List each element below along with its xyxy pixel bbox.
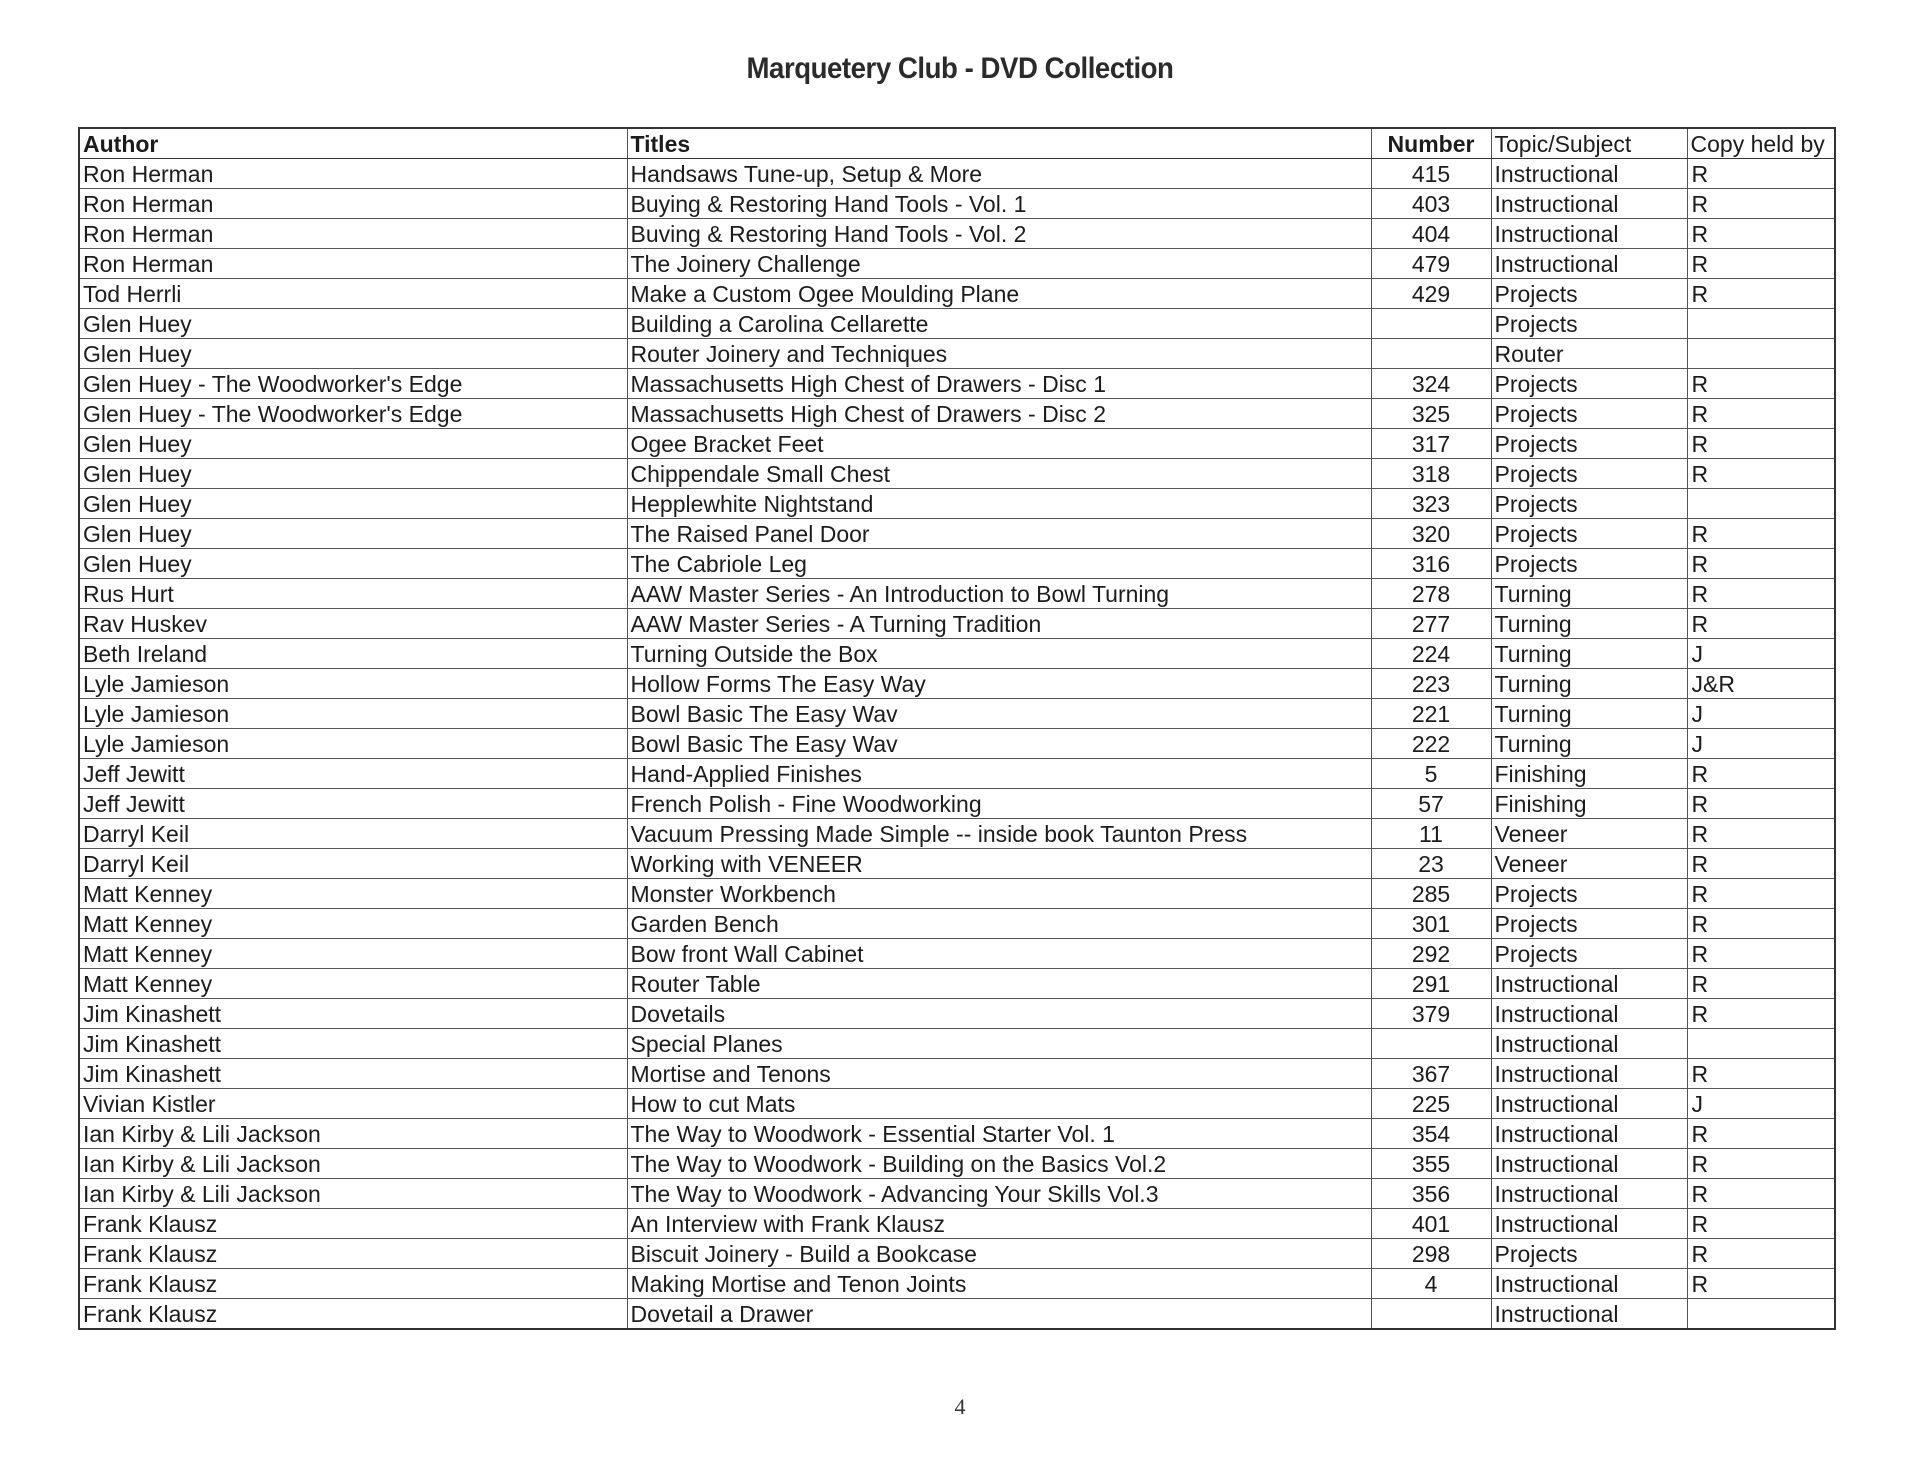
table-row: [79, 909, 1835, 939]
cell-author: Matt Kenney: [79, 909, 627, 939]
cell-title: Bowl Basic The Easy Wav: [627, 699, 1371, 729]
cell-number: 404: [1371, 219, 1491, 249]
cell-author: Ron Herman: [79, 249, 627, 279]
cell-copy-held-by: R: [1687, 459, 1835, 489]
cell-copy-held-by: R: [1687, 519, 1835, 549]
cell-title: Making Mortise and Tenon Joints: [627, 1269, 1371, 1299]
dvd-collection-table: [78, 127, 1836, 1330]
cell-author: Darryl Keil: [79, 849, 627, 879]
cell-topic: Instructional: [1491, 159, 1687, 189]
cell-number: 301: [1371, 909, 1491, 939]
cell-number: 224: [1371, 639, 1491, 669]
cell-author: Jeff Jewitt: [79, 789, 627, 819]
cell-author: Frank Klausz: [79, 1299, 627, 1330]
cell-title: Vacuum Pressing Made Simple -- inside book Taunton Press: [627, 819, 1371, 849]
cell-copy-held-by: R: [1687, 999, 1835, 1029]
table-row: [79, 249, 1835, 279]
cell-author: Ron Herman: [79, 159, 627, 189]
cell-topic: Instructional: [1491, 999, 1687, 1029]
cell-copy-held-by: R: [1687, 159, 1835, 189]
table-row: [79, 1029, 1835, 1059]
header-topic: Topic/Subject: [1491, 128, 1687, 159]
cell-title: AAW Master Series - A Turning Tradition: [627, 609, 1371, 639]
cell-author: Glen Huey: [79, 339, 627, 369]
cell-topic: Instructional: [1491, 1059, 1687, 1089]
cell-topic: Projects: [1491, 399, 1687, 429]
table-row: [79, 609, 1835, 639]
cell-author: Ron Herman: [79, 219, 627, 249]
cell-number: 223: [1371, 669, 1491, 699]
cell-title: Hepplewhite Nightstand: [627, 489, 1371, 519]
cell-author: Glen Huey - The Woodworker's Edge: [79, 369, 627, 399]
cell-number: 325: [1371, 399, 1491, 429]
cell-copy-held-by: R: [1687, 939, 1835, 969]
cell-number: 479: [1371, 249, 1491, 279]
cell-topic: Projects: [1491, 879, 1687, 909]
cell-title: The Joinery Challenge: [627, 249, 1371, 279]
cell-copy-held-by: J&R: [1687, 669, 1835, 699]
cell-author: Lyle Jamieson: [79, 669, 627, 699]
header-titles: Titles: [627, 128, 1371, 159]
cell-title: Hollow Forms The Easy Way: [627, 669, 1371, 699]
cell-number: 323: [1371, 489, 1491, 519]
cell-number: 291: [1371, 969, 1491, 999]
cell-copy-held-by: R: [1687, 819, 1835, 849]
cell-title: French Polish - Fine Woodworking: [627, 789, 1371, 819]
cell-number: 320: [1371, 519, 1491, 549]
cell-author: Beth Ireland: [79, 639, 627, 669]
cell-title: Router Table: [627, 969, 1371, 999]
cell-author: Jim Kinashett: [79, 999, 627, 1029]
cell-number: 354: [1371, 1119, 1491, 1149]
header-copy-held-by: Copy held by: [1687, 128, 1835, 159]
cell-topic: Veneer: [1491, 849, 1687, 879]
cell-author: Ron Herman: [79, 189, 627, 219]
table-row: [79, 219, 1835, 249]
cell-title: The Way to Woodwork - Building on the Basics Vol.2: [627, 1149, 1371, 1179]
cell-author: Glen Huey: [79, 519, 627, 549]
cell-author: Ian Kirby & Lili Jackson: [79, 1149, 627, 1179]
cell-number: 285: [1371, 879, 1491, 909]
cell-topic: Turning: [1491, 699, 1687, 729]
table-row: [79, 429, 1835, 459]
cell-copy-held-by: J: [1687, 639, 1835, 669]
cell-number: 4: [1371, 1269, 1491, 1299]
table-row: [79, 759, 1835, 789]
cell-title: Chippendale Small Chest: [627, 459, 1371, 489]
cell-topic: Instructional: [1491, 249, 1687, 279]
table-row: [79, 549, 1835, 579]
table-row: [79, 369, 1835, 399]
cell-copy-held-by: R: [1687, 429, 1835, 459]
cell-topic: Instructional: [1491, 1119, 1687, 1149]
cell-number: 5: [1371, 759, 1491, 789]
cell-topic: Projects: [1491, 1239, 1687, 1269]
cell-copy-held-by: J: [1687, 1089, 1835, 1119]
cell-topic: Projects: [1491, 489, 1687, 519]
cell-copy-held-by: R: [1687, 279, 1835, 309]
cell-copy-held-by: R: [1687, 759, 1835, 789]
cell-copy-held-by: R: [1687, 1269, 1835, 1299]
cell-topic: Projects: [1491, 459, 1687, 489]
table-row: [79, 159, 1835, 189]
cell-author: Lyle Jamieson: [79, 699, 627, 729]
table-row: [79, 1119, 1835, 1149]
cell-author: Vivian Kistler: [79, 1089, 627, 1119]
cell-title: Dovetails: [627, 999, 1371, 1029]
cell-number: 317: [1371, 429, 1491, 459]
cell-title: Massachusetts High Chest of Drawers - Disc 1: [627, 369, 1371, 399]
table-row: [79, 309, 1835, 339]
cell-author: Glen Huey: [79, 489, 627, 519]
table-row: [79, 1209, 1835, 1239]
cell-number: [1371, 309, 1491, 339]
cell-copy-held-by: R: [1687, 189, 1835, 219]
cell-topic: Instructional: [1491, 1299, 1687, 1330]
cell-number: 222: [1371, 729, 1491, 759]
table-row: [79, 1179, 1835, 1209]
cell-copy-held-by: R: [1687, 399, 1835, 429]
cell-author: Frank Klausz: [79, 1269, 627, 1299]
cell-title: Hand-Applied Finishes: [627, 759, 1371, 789]
cell-copy-held-by: R: [1687, 249, 1835, 279]
cell-number: 292: [1371, 939, 1491, 969]
cell-topic: Instructional: [1491, 1149, 1687, 1179]
cell-title: Mortise and Tenons: [627, 1059, 1371, 1089]
cell-number: 379: [1371, 999, 1491, 1029]
cell-title: Ogee Bracket Feet: [627, 429, 1371, 459]
cell-topic: Projects: [1491, 909, 1687, 939]
cell-author: Jim Kinashett: [79, 1029, 627, 1059]
cell-topic: Projects: [1491, 939, 1687, 969]
cell-title: Special Planes: [627, 1029, 1371, 1059]
cell-copy-held-by: J: [1687, 699, 1835, 729]
cell-topic: Turning: [1491, 729, 1687, 759]
cell-number: 221: [1371, 699, 1491, 729]
cell-number: 401: [1371, 1209, 1491, 1239]
cell-number: 367: [1371, 1059, 1491, 1089]
cell-title: Bow front Wall Cabinet: [627, 939, 1371, 969]
cell-copy-held-by: R: [1687, 849, 1835, 879]
cell-topic: Instructional: [1491, 1209, 1687, 1239]
table-header-row: [79, 128, 1835, 159]
cell-author: Lyle Jamieson: [79, 729, 627, 759]
cell-author: Ian Kirby & Lili Jackson: [79, 1179, 627, 1209]
cell-copy-held-by: R: [1687, 219, 1835, 249]
table-row: [79, 279, 1835, 309]
cell-title: Buying & Restoring Hand Tools - Vol. 1: [627, 189, 1371, 219]
cell-topic: Turning: [1491, 639, 1687, 669]
cell-topic: Projects: [1491, 429, 1687, 459]
table-row: [79, 729, 1835, 759]
cell-copy-held-by: [1687, 309, 1835, 339]
cell-title: AAW Master Series - An Introduction to Bowl Turning: [627, 579, 1371, 609]
cell-title: The Way to Woodwork - Essential Starter Vol. 1: [627, 1119, 1371, 1149]
cell-author: Glen Huey: [79, 429, 627, 459]
cell-copy-held-by: R: [1687, 909, 1835, 939]
table-row: [79, 189, 1835, 219]
cell-number: [1371, 1299, 1491, 1330]
cell-author: Ian Kirby & Lili Jackson: [79, 1119, 627, 1149]
cell-number: 11: [1371, 819, 1491, 849]
cell-number: 316: [1371, 549, 1491, 579]
cell-copy-held-by: J: [1687, 729, 1835, 759]
cell-topic: Turning: [1491, 579, 1687, 609]
cell-author: Jim Kinashett: [79, 1059, 627, 1089]
table-row: [79, 969, 1835, 999]
cell-number: 277: [1371, 609, 1491, 639]
cell-number: 57: [1371, 789, 1491, 819]
cell-number: 355: [1371, 1149, 1491, 1179]
table-row: [79, 639, 1835, 669]
table-row: [79, 999, 1835, 1029]
cell-topic: Projects: [1491, 309, 1687, 339]
table-row: [79, 1269, 1835, 1299]
cell-topic: Finishing: [1491, 789, 1687, 819]
cell-topic: Instructional: [1491, 969, 1687, 999]
cell-topic: Projects: [1491, 519, 1687, 549]
cell-number: [1371, 1029, 1491, 1059]
cell-author: Matt Kenney: [79, 969, 627, 999]
cell-copy-held-by: R: [1687, 1149, 1835, 1179]
cell-number: 225: [1371, 1089, 1491, 1119]
cell-topic: Router: [1491, 339, 1687, 369]
cell-title: Dovetail a Drawer: [627, 1299, 1371, 1330]
table-row: [79, 699, 1835, 729]
cell-number: [1371, 339, 1491, 369]
header-author: Author: [79, 128, 627, 159]
cell-title: Building a Carolina Cellarette: [627, 309, 1371, 339]
cell-author: Glen Huey: [79, 459, 627, 489]
cell-title: Buving & Restoring Hand Tools - Vol. 2: [627, 219, 1371, 249]
cell-author: Rav Huskev: [79, 609, 627, 639]
cell-copy-held-by: R: [1687, 879, 1835, 909]
cell-copy-held-by: R: [1687, 789, 1835, 819]
table-row: [79, 459, 1835, 489]
table-row: [79, 1149, 1835, 1179]
cell-author: Glen Huey - The Woodworker's Edge: [79, 399, 627, 429]
cell-title: Working with VENEER: [627, 849, 1371, 879]
cell-title: Bowl Basic The Easy Wav: [627, 729, 1371, 759]
cell-copy-held-by: R: [1687, 579, 1835, 609]
table-body: [79, 159, 1835, 1330]
table-row: [79, 339, 1835, 369]
cell-number: 23: [1371, 849, 1491, 879]
header-number: Number: [1371, 128, 1491, 159]
table-row: [79, 1299, 1835, 1330]
cell-author: Matt Kenney: [79, 939, 627, 969]
cell-topic: Projects: [1491, 549, 1687, 579]
cell-title: The Raised Panel Door: [627, 519, 1371, 549]
cell-number: 324: [1371, 369, 1491, 399]
cell-title: Make a Custom Ogee Moulding Plane: [627, 279, 1371, 309]
cell-title: Garden Bench: [627, 909, 1371, 939]
cell-copy-held-by: R: [1687, 549, 1835, 579]
cell-copy-held-by: [1687, 1029, 1835, 1059]
cell-author: Glen Huey: [79, 309, 627, 339]
cell-title: The Way to Woodwork - Advancing Your Skills Vol.3: [627, 1179, 1371, 1209]
cell-copy-held-by: R: [1687, 369, 1835, 399]
cell-topic: Instructional: [1491, 1089, 1687, 1119]
table-row: [79, 939, 1835, 969]
table-row: [79, 1059, 1835, 1089]
cell-topic: Projects: [1491, 279, 1687, 309]
cell-author: Frank Klausz: [79, 1239, 627, 1269]
cell-copy-held-by: [1687, 339, 1835, 369]
cell-topic: Instructional: [1491, 189, 1687, 219]
cell-topic: Instructional: [1491, 1179, 1687, 1209]
cell-topic: Turning: [1491, 669, 1687, 699]
table-row: [79, 669, 1835, 699]
cell-topic: Turning: [1491, 609, 1687, 639]
cell-author: Tod Herrli: [79, 279, 627, 309]
cell-title: Turning Outside the Box: [627, 639, 1371, 669]
cell-number: 429: [1371, 279, 1491, 309]
cell-title: The Cabriole Leg: [627, 549, 1371, 579]
cell-copy-held-by: R: [1687, 1119, 1835, 1149]
cell-author: Matt Kenney: [79, 879, 627, 909]
cell-title: An Interview with Frank Klausz: [627, 1209, 1371, 1239]
cell-author: Darryl Keil: [79, 819, 627, 849]
cell-number: 278: [1371, 579, 1491, 609]
dvd-table-container: [78, 127, 1834, 1330]
cell-copy-held-by: R: [1687, 609, 1835, 639]
cell-copy-held-by: R: [1687, 1239, 1835, 1269]
cell-topic: Instructional: [1491, 1269, 1687, 1299]
table-row: [79, 1239, 1835, 1269]
cell-number: 356: [1371, 1179, 1491, 1209]
cell-copy-held-by: R: [1687, 969, 1835, 999]
table-row: [79, 789, 1835, 819]
cell-copy-held-by: R: [1687, 1059, 1835, 1089]
cell-copy-held-by: [1687, 489, 1835, 519]
cell-title: Massachusetts High Chest of Drawers - Disc 2: [627, 399, 1371, 429]
cell-topic: Instructional: [1491, 1029, 1687, 1059]
cell-author: Frank Klausz: [79, 1209, 627, 1239]
table-row: [79, 819, 1835, 849]
cell-copy-held-by: R: [1687, 1209, 1835, 1239]
cell-author: Jeff Jewitt: [79, 759, 627, 789]
cell-title: Biscuit Joinery - Build a Bookcase: [627, 1239, 1371, 1269]
cell-title: Router Joinery and Techniques: [627, 339, 1371, 369]
cell-number: 415: [1371, 159, 1491, 189]
table-row: [79, 849, 1835, 879]
cell-author: Glen Huey: [79, 549, 627, 579]
cell-topic: Projects: [1491, 369, 1687, 399]
table-row: [79, 519, 1835, 549]
cell-title: Monster Workbench: [627, 879, 1371, 909]
cell-topic: Finishing: [1491, 759, 1687, 789]
cell-author: Rus Hurt: [79, 579, 627, 609]
cell-title: How to cut Mats: [627, 1089, 1371, 1119]
cell-title: Handsaws Tune-up, Setup & More: [627, 159, 1371, 189]
table-row: [79, 879, 1835, 909]
table-row: [79, 579, 1835, 609]
cell-number: 318: [1371, 459, 1491, 489]
cell-number: 403: [1371, 189, 1491, 219]
table-row: [79, 489, 1835, 519]
cell-copy-held-by: [1687, 1299, 1835, 1330]
table-row: [79, 1089, 1835, 1119]
table-row: [79, 399, 1835, 429]
cell-topic: Instructional: [1491, 219, 1687, 249]
page-number: 4: [954, 1394, 966, 1419]
cell-topic: Veneer: [1491, 819, 1687, 849]
page-title: Marquetery Club - DVD Collection: [746, 52, 1174, 85]
cell-copy-held-by: R: [1687, 1179, 1835, 1209]
cell-number: 298: [1371, 1239, 1491, 1269]
